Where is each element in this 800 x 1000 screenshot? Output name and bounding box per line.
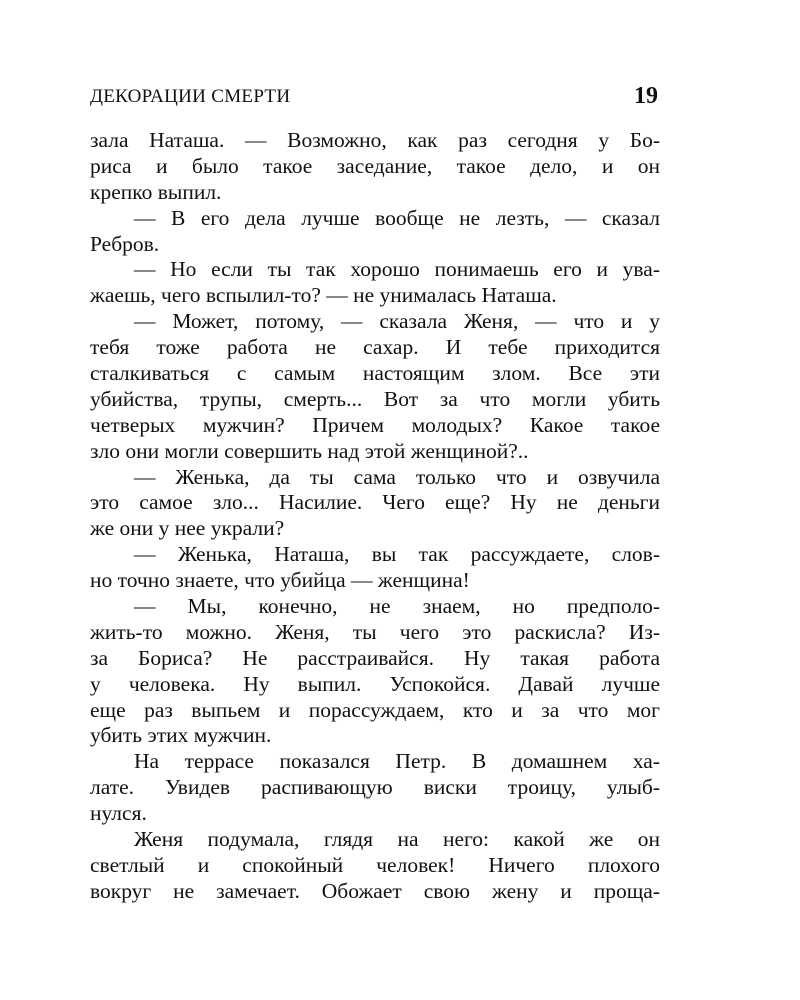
text-line: лате. Увидев распивающую виски троицу, улыб-	[90, 775, 660, 800]
text-line: риса и было такое заседание, такое дело, и он	[90, 153, 660, 178]
running-head	[90, 83, 658, 116]
text-line: но точно знаете, что убийца — женщина!	[90, 568, 470, 593]
text-line: — Женька, Наташа, вы так рассуждаете, слов-	[134, 542, 660, 567]
text-line: убить этих мужчин.	[90, 723, 272, 748]
text-line: четверых мужчин? Причем молодых? Какое такое	[90, 412, 660, 437]
text-line: же они у нее украли?	[90, 516, 285, 541]
text-line: зло они могли совершить над этой женщиной?..	[90, 438, 529, 463]
text-line: жаешь, чего вспылил-то? — не унималась Наташа.	[90, 283, 557, 308]
text-line: тебя тоже работа не сахар. И тебе приходится	[90, 335, 660, 360]
text-line: На террасе показался Петр. В домашнем ха-	[134, 749, 660, 774]
running-title: ДЕКОРАЦИИ СМЕРТИ	[90, 86, 291, 107]
text-line: зала Наташа. — Возможно, как раз сегодня у Бо-	[90, 128, 660, 152]
text-line: у человека. Ну выпил. Успокойся. Давай лучше	[90, 671, 660, 696]
text-line: сталкиваться с самым настоящим злом. Все эти	[90, 361, 660, 386]
body-text	[90, 128, 660, 905]
text-line: крепко выпил.	[90, 179, 222, 204]
text-line: — Может, потому, — сказала Женя, — что и у	[134, 309, 660, 334]
text-line: жить-то можно. Женя, ты чего это раскисла? Из-	[90, 619, 660, 644]
text-line: убийства, трупы, смерть... Вот за что могли убить	[90, 386, 660, 411]
text-line: еще раз выпьем и порассуждаем, кто и за что мог	[90, 697, 660, 722]
text-line: нулся.	[90, 801, 147, 826]
text-line: — Мы, конечно, не знаем, но предполо-	[134, 594, 660, 619]
text-line: за Бориса? Не расстраивайся. Ну такая работа	[90, 645, 660, 670]
text-line: это самое зло... Насилие. Чего еще? Ну не деньги	[90, 490, 660, 515]
page-number: 19	[634, 83, 658, 109]
text-line: — В его дела лучше вообще не лезть, — сказал	[134, 205, 660, 230]
text-line: Женя подумала, глядя на него: какой же он	[134, 827, 660, 852]
text-line: — Но если ты так хорошо понимаешь его и ува-	[134, 257, 660, 282]
text-line: Ребров.	[90, 231, 160, 256]
text-line: — Женька, да ты сама только что и озвучила	[134, 464, 660, 489]
text-line: вокруг не замечает. Обожает свою жену и проща-	[90, 878, 660, 903]
text-line: светлый и спокойный человек! Ничего плохого	[90, 852, 660, 877]
